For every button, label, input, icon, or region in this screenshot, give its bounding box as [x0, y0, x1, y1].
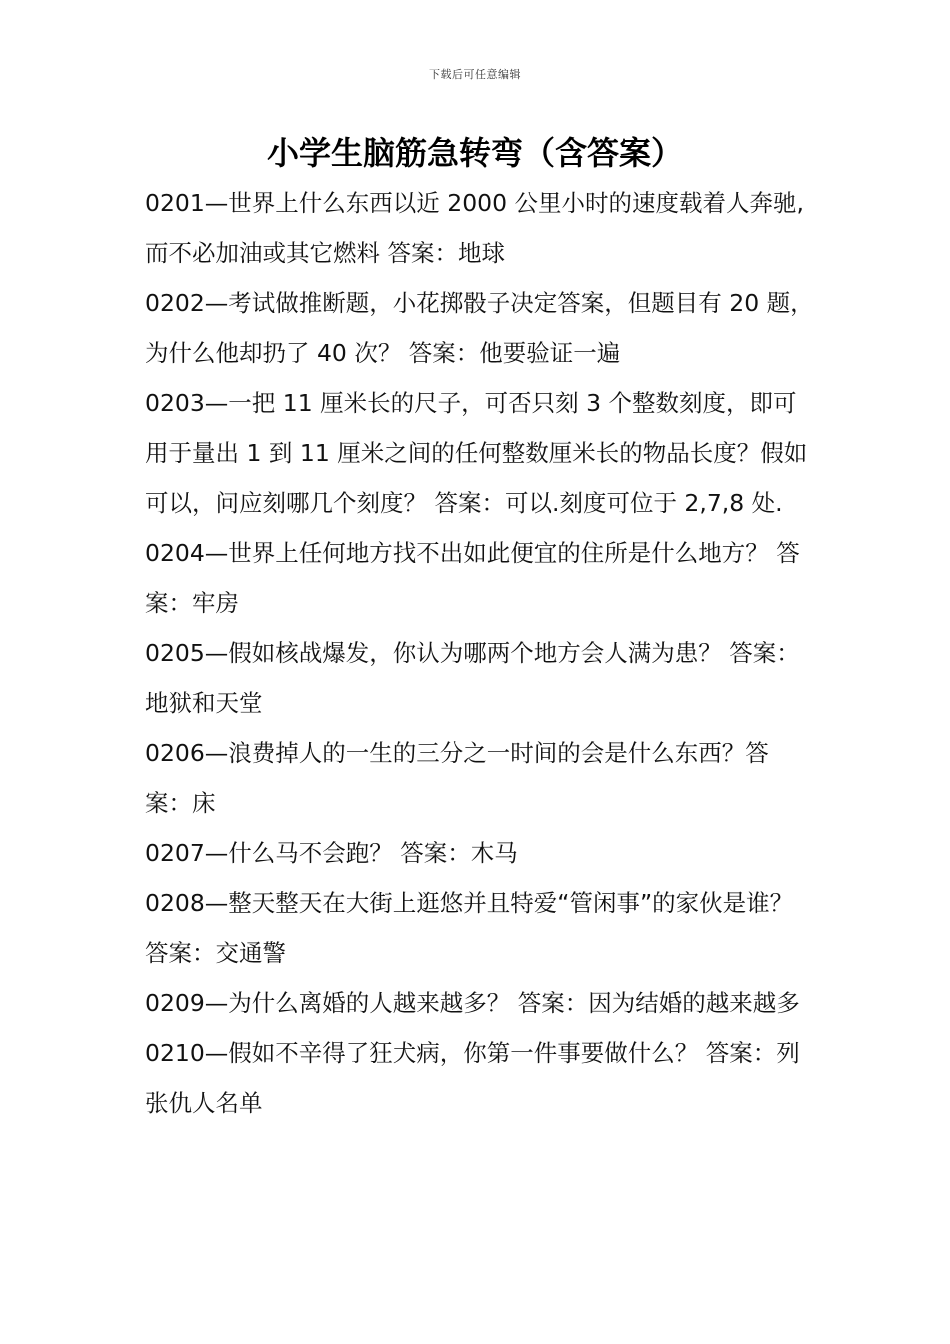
- qa-item-0202: 0202—考试做推断题，小花掷骰子决定答案，但题目有 20 题，为什么他却扔了 40 次？ 答案：他要验证一遍: [145, 289, 814, 367]
- header-note: 下载后可任意编辑: [429, 68, 521, 81]
- qa-item-0207: 0207—什么马不会跑？ 答案：木马: [145, 839, 518, 867]
- qa-list: [145, 178, 815, 1128]
- qa-item-0204: 0204—世界上任何地方找不出如此便宜的住所是什么地方？ 答案：牢房: [145, 539, 800, 617]
- qa-item-0206: 0206—浪费掉人的一生的三分之一时间的会是什么东西？答案：床: [145, 739, 769, 817]
- qa-item-0205: 0205—假如核战爆发，你认为哪两个地方会人满为患？ 答案：地狱和天堂: [145, 639, 800, 717]
- qa-item-0210: 0210—假如不辛得了狂犬病，你第一件事要做什么？ 答案：列张仇人名单: [145, 1039, 800, 1117]
- qa-item-0208: 0208—整天整天在大街上逛悠并且特爱“管闲事”的家伙是谁？ 答案：交通警: [145, 889, 794, 967]
- qa-item-0203: 0203—一把 11 厘米长的尺子，可否只刻 3 个整数刻度，即可用于量出 1 到 11 厘米之间的任何整数厘米长的物品长度？假如可以，问应刻哪几个刻度？ 答案：可以.刻度可位于 2,7,8 处.: [145, 389, 808, 517]
- qa-item-0209: 0209—为什么离婚的人越来越多？ 答案：因为结婚的越来越多: [145, 989, 800, 1017]
- qa-item-0201: 0201—世界上什么东西以近 2000 公里小时的速度载着人奔驰,而不必加油或其它燃料 答案：地球: [145, 189, 805, 267]
- document-title: 小学生脑筋急转弯（含答案）: [266, 134, 683, 172]
